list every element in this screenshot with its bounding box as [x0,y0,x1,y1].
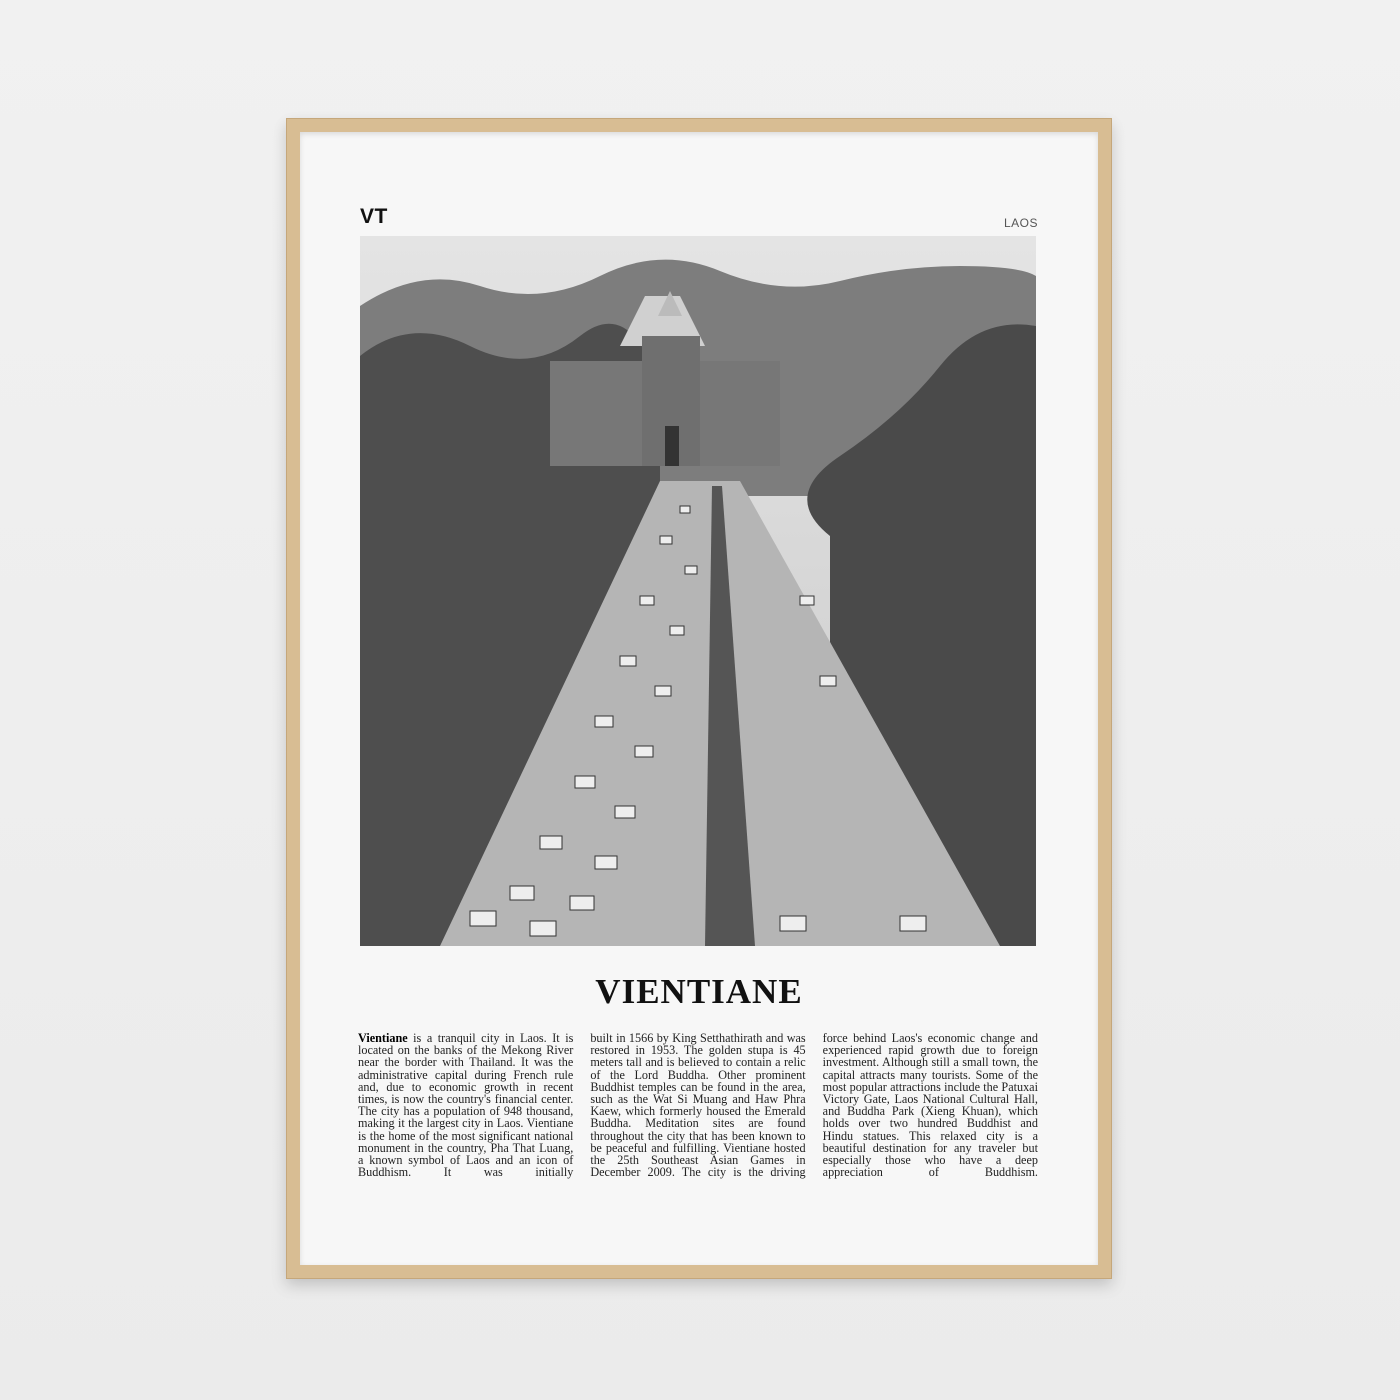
description-column-2 [590,1032,805,1178]
description-column-1 [358,1032,573,1178]
city-photo [360,236,1036,946]
column-text: is a tranquil city in Laos. It is located on the banks of the Mekong River near the border with Thailand. It was the administrative capital during French rule and, due to economic growth in recent times, is now the country's financial center. The city has a population of 948 thousand, making it the largest city in Laos. Vientiane is the home of the most significant national monument in the country, Pha That Luang, a known symbol of Laos and an icon of Buddhism. It was initially [358,1031,574,1180]
poster-frame [286,118,1112,1279]
column-text: force behind Laos's economic change and experienced rapid growth due to foreign investment. Although still a small town, the capital attracts many tourists. Some of the most popular attractions include the Patuxai Victory Gate, Laos National Cultural Hall, and Buddha Park (Xieng Khuan), which holds over two hundred Buddhist and Hindu statues. This relaxed city is a beautiful destination for any traveler but especially those who have a deep appreciation of Buddhism. [822,1031,1038,1180]
poster-title: VIENTIANE [595,972,803,1011]
description-columns [358,1032,1038,1178]
city-code: VT [360,205,388,228]
poster-mat [300,132,1098,1265]
description-column-3 [823,1032,1038,1178]
column-text: built in 1566 by King Setthathirath and was restored in 1953. The golden stupa is 45 meters tall and is believed to contain a relic of the Lord Buddha. Other prominent Buddhist temples can be found in the area, such as the Wat Si Muang and Haw Phra Kaew, which formerly housed the Emerald Buddha. Meditation sites are found throughout the city that has been known to be peaceful and fulfilling. Vientiane hosted the 25th Southeast Asian Games in December 2009. The city is the driving [590,1031,806,1180]
lead-word: Vientiane [358,1031,408,1045]
country-label: LAOS [1003,216,1038,230]
